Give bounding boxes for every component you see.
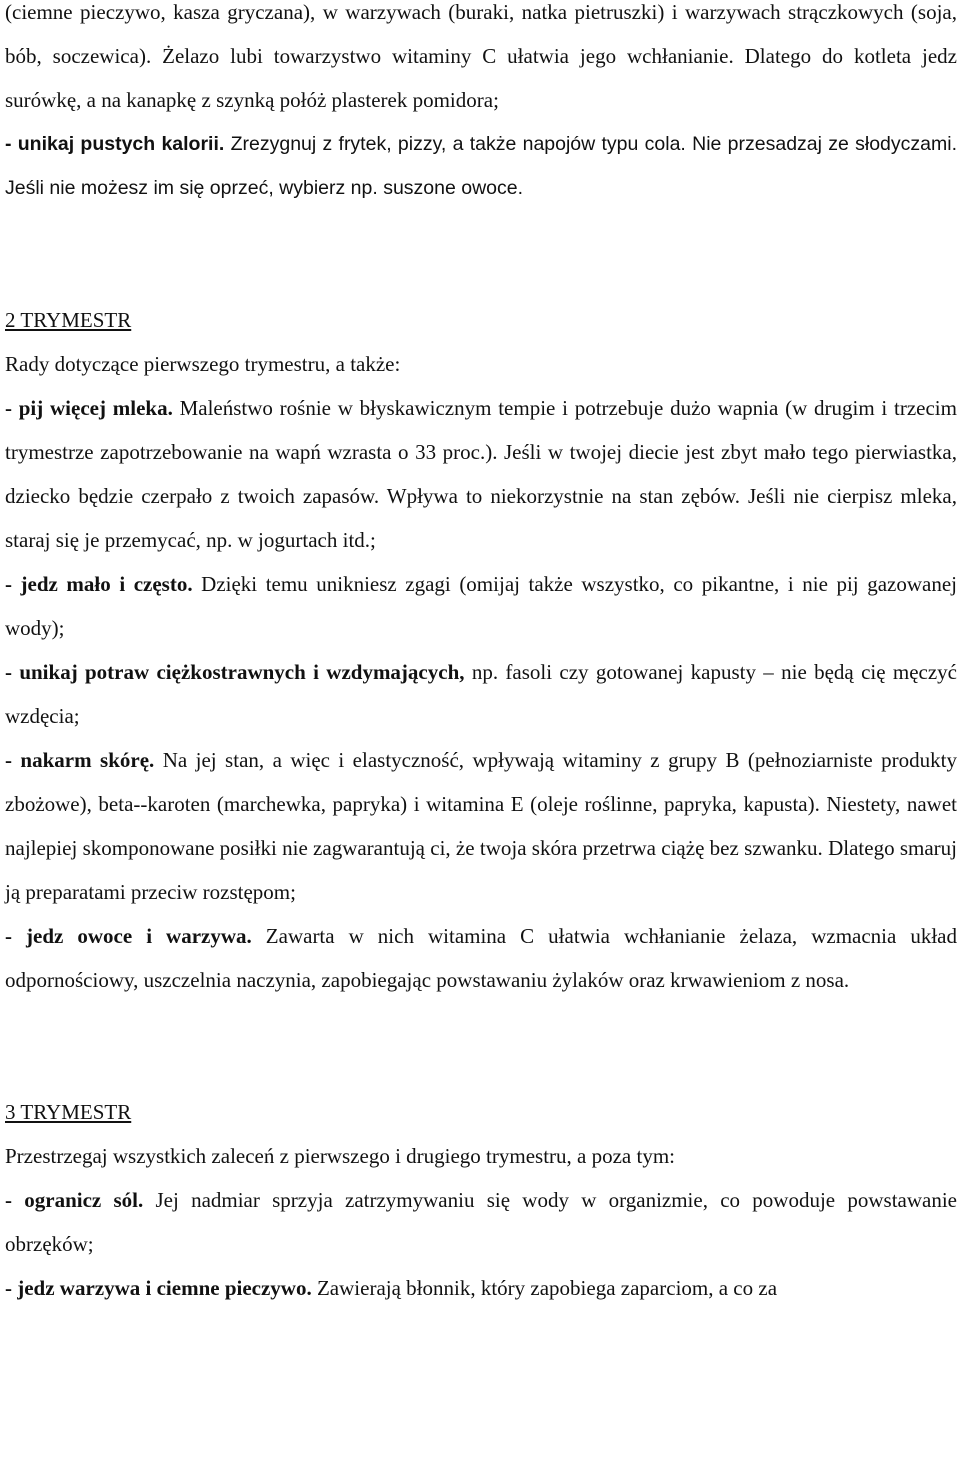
section-2-heading: 2 TRYMESTR — [5, 308, 132, 332]
item-text: Na jej stan, a więc i elastyczność, wpływają witaminy z grupy B (pełnoziarniste produkty zbożowe), beta--karoten (marchewka, papryka) i witamina E (oleje roślinne, papryka, kapusta). Niestety, nawet najlepiej skomponowane posiłki nie zagwarantują ci, że twoja skóra przetrwa ciążę bez szwanku. Dlatego smaruj ją preparatami przeciw rozstępom; — [5, 748, 957, 904]
intro-text-1: (ciemne pieczywo, kasza gryczana), w warzywach (buraki, natka pietruszki) i warzywach strączkowych (soja, bób, soczewica). Żelazo lubi towarzystwo witaminy C ułatwia jego wchłanianie. Dlatego do kotleta jedz surówkę, a na kanapkę z szynką połóż plasterek pomidora; — [5, 0, 957, 112]
section-3-item — [5, 1178, 957, 1266]
section-3-lead: Przestrzegaj wszystkich zaleceń z pierwszego i drugiego trymestru, a poza tym: — [5, 1144, 676, 1168]
item-text: Dzięki temu unikniesz zgagi (omijaj także wszystko, co pikantne, i nie pij gazowanej wody); — [5, 572, 957, 640]
item-bold: - nakarm skórę. — [5, 748, 155, 772]
item-text: Jej nadmiar sprzyja zatrzymywaniu się wody w organizmie, co powoduje powstawanie obrzęków; — [5, 1188, 957, 1256]
intro-paragraph-2 — [5, 122, 957, 210]
section-spacer — [5, 210, 957, 298]
item-text: Zawierają błonnik, który zapobiega zaparciom, a co za — [311, 1276, 778, 1300]
intro-bold-2: - unikaj pustych kalorii. — [5, 133, 225, 155]
item-bold: - jedz warzywa i ciemne pieczywo. — [5, 1276, 312, 1300]
section-spacer — [5, 1002, 957, 1090]
item-text: Zawarta w nich witamina C ułatwia wchłanianie żelaza, wzmacnia układ odpornościowy, uszczelnia naczynia, zapobiegając powstawaniu żylaków oraz krwawieniom z nosa. — [5, 924, 958, 992]
section-2-item — [5, 386, 957, 562]
item-bold: - ogranicz sól. — [5, 1188, 144, 1212]
item-text: Maleństwo rośnie w błyskawicznym tempie i potrzebuje dużo wapnia (w drugim i trzecim trymestrze zapotrzebowanie na wapń wzrasta o 33 proc.). Jeśli w twojej diecie jest zbyt mało tego pierwiastka, dziecko będzie czerpało z twoich zapasów. Wpływa to niekorzystnie na stan zębów. Jeśli nie cierpisz mleka, staraj się je przemycać, np. w jogurtach itd.; — [5, 396, 957, 552]
intro-paragraph-1 — [5, 0, 957, 122]
section-2-item — [5, 562, 957, 650]
section-3-item — [5, 1266, 957, 1310]
item-bold: - jedz mało i często. — [5, 572, 193, 596]
section-2-lead: Rady dotyczące pierwszego trymestru, a także: — [5, 352, 401, 376]
document-page — [5, 0, 957, 1310]
intro-text-2: Zrezygnuj z frytek, pizzy, a także napojów typu cola. Nie przesadzaj ze słodyczami. Jeśli nie możesz im się oprzeć, wybierz np. suszone owoce. — [5, 133, 957, 199]
item-bold: - pij więcej mleka. — [5, 396, 173, 420]
item-bold: - jedz owoce i warzywa. — [5, 924, 252, 948]
section-3-heading: 3 TRYMESTR — [5, 1100, 132, 1124]
section-2-item — [5, 650, 957, 738]
section-2-item — [5, 738, 957, 914]
item-text: np. fasoli czy gotowanej kapusty – nie będą cię męczyć wzdęcia; — [5, 660, 957, 728]
item-bold: - unikaj potraw ciężkostrawnych i wzdymających, — [5, 660, 465, 684]
section-2-item — [5, 914, 957, 1002]
